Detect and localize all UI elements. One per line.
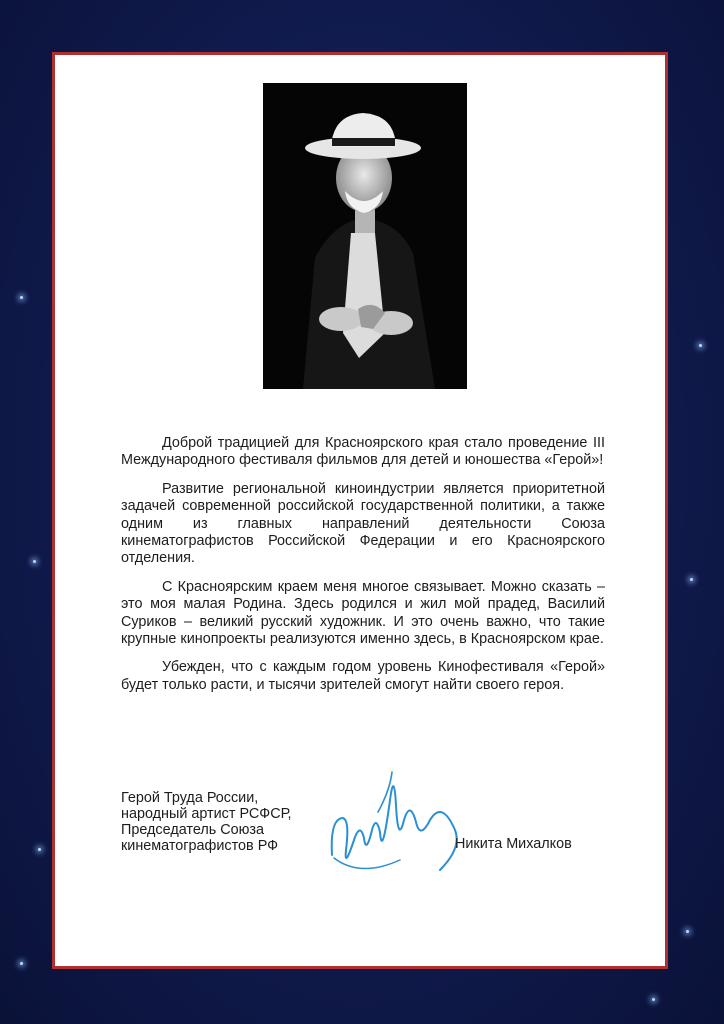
star xyxy=(686,930,689,933)
signatory-name: Никита Михалков xyxy=(455,836,572,852)
letter-body xyxy=(121,435,605,705)
portrait-illustration xyxy=(263,83,467,389)
star xyxy=(20,296,23,299)
signatory-title-line: народный артист РСФСР, xyxy=(121,806,292,822)
letter-paragraph-1: Доброй традицией для Красноярского края стало проведение III Международного фестиваля фильмов для детей и юношества «Герой»! xyxy=(121,435,605,469)
letter-paragraph-4: Убежден, что с каждым годом уровень Кинофестиваля «Герой» будет только расти, и тысячи зрителей смогут найти своего героя. xyxy=(121,659,605,693)
star xyxy=(20,962,23,965)
star xyxy=(699,344,702,347)
star xyxy=(33,560,36,563)
star xyxy=(690,578,693,581)
letter-paragraph-3: С Красноярским краем меня многое связывает. Можно сказать – это моя малая Родина. Здесь родился и жил мой прадед, Василий Суриков – великий русский художник. И это очень важно, что такие крупные кинопроекты реализуются именно здесь, в Красноярском крае. xyxy=(121,578,605,648)
signatory-titles xyxy=(121,790,292,854)
signatory-title-line: Председатель Союза xyxy=(121,822,265,838)
handwritten-signature xyxy=(320,760,470,890)
letter-paragraph-2: Развитие региональной киноиндустрии является приоритетной задачей современной российской государственной политики, а также одним из главных направлений деятельности Союза кинематографистов Российской Федерации и его Красноярского отделения. xyxy=(121,480,605,567)
signatory-title-line: кинематографистов РФ xyxy=(121,838,279,854)
star xyxy=(652,998,655,1001)
letter-card xyxy=(52,52,668,969)
star xyxy=(38,848,41,851)
signatory-title-line: Герой Труда России, xyxy=(121,790,259,806)
portrait-photo xyxy=(263,83,467,389)
